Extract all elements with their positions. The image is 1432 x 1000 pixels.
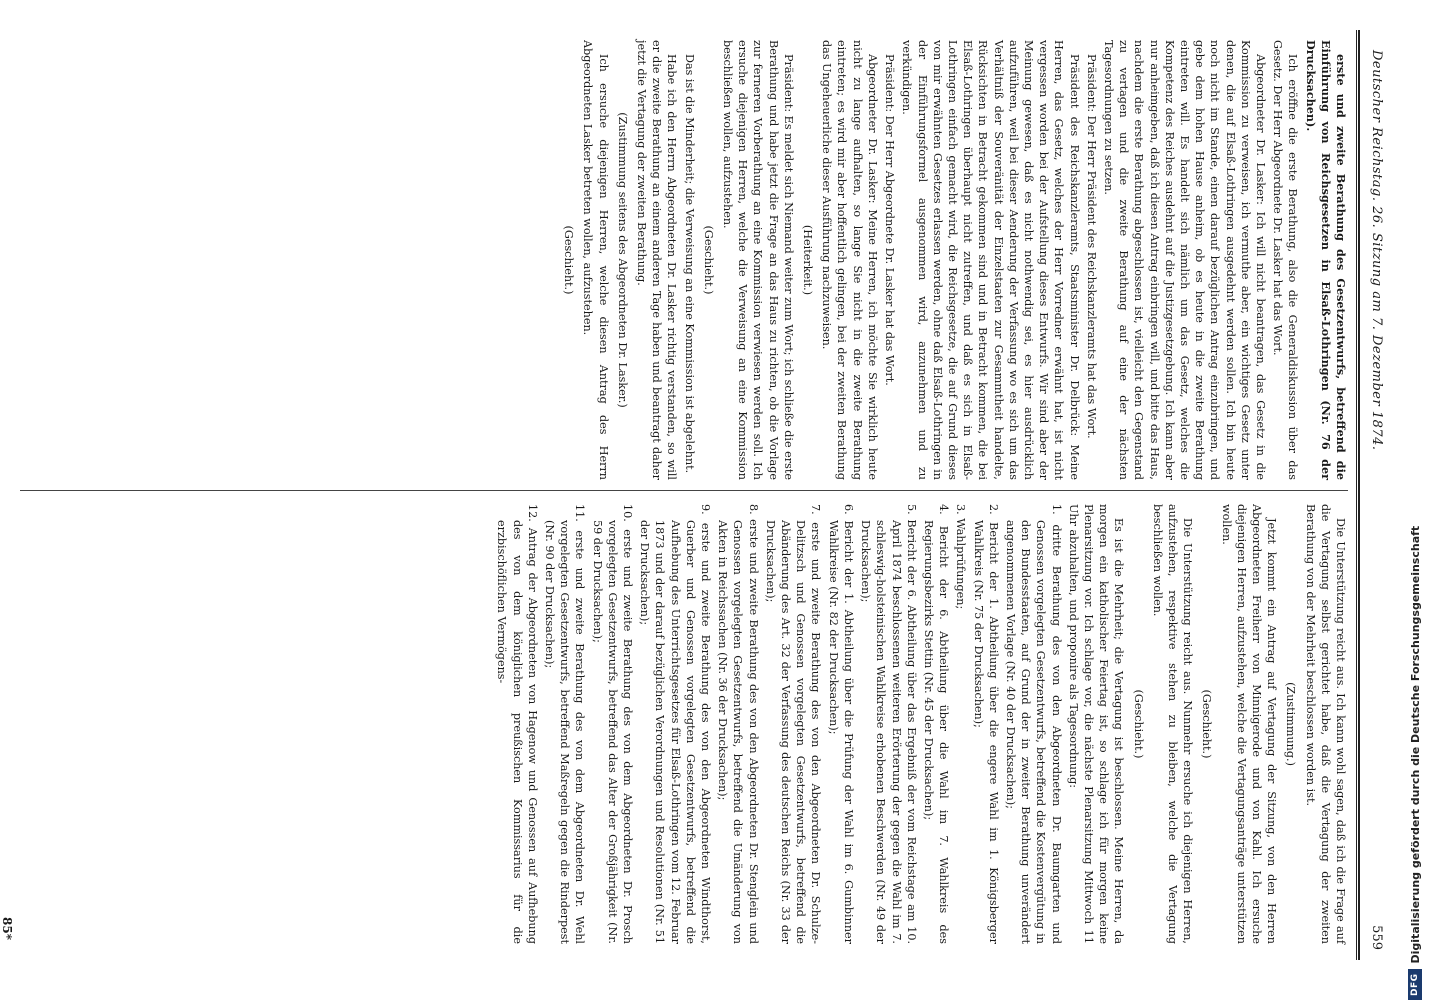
paragraph: Ich eröffne die erste Berathung, also die Generaldiskussion über das Gesetz. Der Herr Abgeordnete Dr. Lasker hat das Wort.: [1271, 40, 1300, 480]
stage-direction: (Geschieht.): [562, 225, 576, 295]
paragraph: Abgeordneter Dr. Lasker: Meine Herren, ich möchte Sie wirklich heute nicht zu lange aufhalten, so lange Sie nicht in die zweite Berathung eintreten; es wird mir aber hoffentlich gelingen, bei der zweiten Berathung das Ungeheuerliche dieser Ausführung nachzuweisen.: [820, 40, 879, 480]
agenda-item: 6. Bericht der 1. Abtheilung über die Prüfung der Wahl im 6. Gumbinner Wahlkreise (Nr. 82 der Drucksachen);: [826, 504, 855, 944]
paragraph: Habe ich den Herrn Abgeordneten Dr. Lasker richtig verstanden, so will er die zweite Berathung an einem anderen Tage haben und beantragt daher jetzt die Vertagung der zweiten Berathung.: [635, 40, 679, 480]
paragraph: Präsident des Reichskanzleramts, Staatsminister Dr. Delbrück: Meine Herren, das Gesetz, welches der Herr Vorredner erwähnt hat, ist nicht vergessen worden bei der Aufstellung dieses Entwurfs. Wir sind aber der Meinung gewesen, daß es nicht nothwendig sei, es hier ausdrücklich aufzuführen, weil bei dieser Aenderung der Verfassung wo es sich um das Verhältniß der Souveränität der Einzelstaaten zur Gesammtheit handelte, Rücksichten in Betracht gekommen sind und in Betracht kommen, die bei Elsaß-Lothringen überhaupt nicht zutreffen, und daß es sich in Elsaß-Lothringen einfach gemacht wird, die Reichsgesetze, die auf Grund dieses von mir erwähnten Gesetzes erlassen werden, ohne daß Elsaß-Lothringen in der Einführungsformel ausgenommen wird, anzunehmen und zu verkündigen.: [900, 40, 1081, 480]
stage-direction: (Zustimmung.): [1284, 682, 1298, 766]
stage-direction: (Geschieht.): [701, 225, 715, 295]
dfg-logo: DFG: [1408, 969, 1422, 1000]
paragraph: Ich ersuche diejenigen Herren, welche diesen Antrag des Herrn Abgeordneten Lasker betreten wollen, aufzustehen.: [581, 40, 610, 480]
agenda-heading: erste und zweite Berathung des Gesetzentwurfs, betreffend die Einführung von Reichsgesetzen in Elsaß-Lothringen (Nr. 76 der Drucksachen).: [1303, 40, 1348, 480]
stage-direction: (Heiterkeit.): [801, 224, 815, 296]
paragraph: Präsident: Es meldet sich Niemand weiter zum Wort; ich schließe die erste Berathung und habe jetzt die Frage an das Haus zu richten, ob die Vorlage zur ferneren Vorberathung an eine Kommission verwiesen werden soll. Ich ersuche diejenigen Herren, welche die Verweisung an eine Kommission beschließen wollen, aufzustehen.: [721, 40, 795, 481]
paragraph: Jetzt kommt ein Antrag auf Vertagung der Sitzung, von den Herren Abgeordneten Freiherr von Minnigerode und von Kahl. Ich ersuche diejenigen Herren, aufzustehen, welche die Vertagungsanträge unterstützen wollen.: [1219, 504, 1279, 944]
paragraph: Die Unterstützung reicht aus. Nunmehr ersuche ich diejenigen Herren, aufzustehen, respektive stehen zu bleiben, welche die Vertagung beschließen wollen.: [1150, 504, 1195, 944]
paragraph: Das ist die Minderheit; die Verweisung an eine Kommission ist abgelehnt.: [682, 54, 696, 474]
agenda-item: 7. erste und zweite Berathung des von den Abgeordneten Dr. Schulze-Delitzsch und Genossen vorgelegten Gesetzentwurfs, betreffend die Abänderung des Art. 32 der Verfassung des deutschen Reichs (Nr. 33 der Drucksachen);: [763, 504, 823, 944]
footer-credit: [1402, 0, 1428, 1000]
rotated-document: [0, 30, 1388, 960]
agenda-item: 12. Antrag der Abgeordneten von Hagenow und Genossen auf Aufhebung des von dem königlichen preußischen Kommissarius für die erzbischöflichen Vermögens-: [495, 504, 539, 944]
agenda-item: 4. Bericht der 6. Abtheilung über die Wahl im 7. Wahlkreis des Regierungsbezirks Stettin (Nr. 45 der Drucksachen);: [921, 504, 951, 944]
column-divider: [20, 490, 1348, 491]
stage-direction: (Geschieht.): [1131, 689, 1145, 759]
paragraph: Präsident: Der Herr Präsident des Reichskanzleramts hat das Wort.: [1084, 54, 1098, 439]
header-rule: [1358, 30, 1360, 960]
paragraph: Abgeordneter Dr. Lasker: Ich will nicht beantragen, das Gesetz in die Kommission zu verweisen, ich vermuthe aber, ein wichtiges Gesetz unter denen, die auf Elsaß-Lothringen ausgedehnt werden sollen. Ich bin heute noch nicht im Stande, einen darauf bezüglichen Antrag einzubringen, und gebe dem hohen Hause anheim, ob es heute in die zweite Berathung eintreten will. Es handelt sich nämlich um das Gesetz, welches die Kompetenz des Reiches ausdehnt auf die Justizgesetzgebung. Ich kann aber nur anheimgeben, daß ich diesen Antrag einbringen will, und bitte das Haus, nachdem die erste Berathung abgeschlossen ist, vielleicht den Gegenstand zu vertagen und die zweite Berathung auf eine der nächsten Tagesordnungen zu setzen.: [1101, 40, 1267, 480]
footer-text: Digitalisierung gefördert durch die Deutsche Forschungsgemeinschaft: [1408, 525, 1422, 964]
paragraph: Die Unterstützung reicht aus. Ich kann wohl sagen, daß ich die Frage auf die Vertagung selbst gerichtet habe, daß die Vertagung der zweiten Berathung von der Mehrheit beschlossen worden ist.: [1303, 504, 1347, 944]
agenda-item: 9. erste und zweite Berathung des von den Abgeordneten Windthorst, Guerber und Genossen vorgelegten Gesetzentwurfs, betreffend die Aufhebung des Unterrichtsgesetzes für Elsaß-Lothringen vom 12. Februar 1873 und der darauf bezüglichen Verordnungen und Resolutionen (Nr. 51 der Drucksachen);: [638, 504, 713, 944]
page-number: 559: [1369, 925, 1384, 950]
agenda-item: 3. Wahlprüfungen;: [954, 504, 968, 610]
agenda-item: 8. erste und zweite Berathung des von den Abgeordneten Dr. Stenglein und Genossen vorgelegten Gesetzentwurfs, betreffend die Umänderung von Akten in Reichssachen (Nr. 36 der Drucksachen);: [716, 504, 760, 944]
header-rule-thin: [1356, 30, 1357, 960]
paragraph: Präsident: Der Herr Abgeordnete Dr. Lasker hat das Wort.: [883, 54, 897, 386]
stage-direction: (Zustimmung seitens des Abgeordneten Dr. Lasker.): [615, 112, 629, 408]
agenda-item: 11. erste und zweite Berathung des von dem Abgeordneten Dr. Wehl vorgelegten Gesetzentwurfs, betreffend Maßregeln gegen die Rinderpest (Nr. 90 der Drucksachen);: [543, 504, 587, 944]
agenda-item: 1. dritte Berathung des von den Abgeordneten Dr. Baumgarten und Genossen vorgelegten Gesetzentwurfs, betreffend die Kostenvergütung in den Bundesstaaten, auf Grund der in zweiter Berathung unverändert angenommenen Vorlage (Nr. 40 der Drucksachen);: [1003, 504, 1063, 944]
agenda-item: 2. Bericht der 1. Abtheilung über die engere Wahl im 1. Königsberger Wahlkreis (Nr. 75 der Drucksachen);: [971, 504, 1000, 944]
header-title: Deutscher Reichstag. 26. Sitzung am 7. Dezember 1874.: [1369, 50, 1384, 451]
right-column: [492, 504, 1348, 944]
agenda-item: 10. erste und zweite Berathung des von dem Abgeordneten Dr. Prosch vorgelegten Gesetzentwurfs, betreffend das Alter der Großjährigkeit (Nr. 59 der Drucksachen);: [590, 504, 635, 944]
paragraph: Es ist die Mehrheit; die Vertagung ist beschlossen. Meine Herren, da morgen ein katholischer Feiertag ist, so schlage ich für morgen keine Plenarsitzung vor. Ich schlage vor, die nächste Plenarsitzung Mittwoch 11 Uhr abzuhalten, und proponire als Tagesordnung:: [1066, 504, 1126, 944]
agenda-item: 5. Bericht der 6. Abtheilung über das Ergebniß der vom Reichstage am 10. April 1874 beschlossenen weiteren Erörterung der gegen die Wahl im 7. schleswig-holsteinischen Wahlkreise erhobenen Beschwerden (Nr. 49 der Drucksachen);: [859, 504, 918, 944]
left-column: [557, 40, 1348, 480]
stage-direction: (Geschieht.): [1200, 689, 1214, 759]
page-header: [1362, 30, 1384, 960]
signature-mark: 85*: [0, 917, 14, 940]
